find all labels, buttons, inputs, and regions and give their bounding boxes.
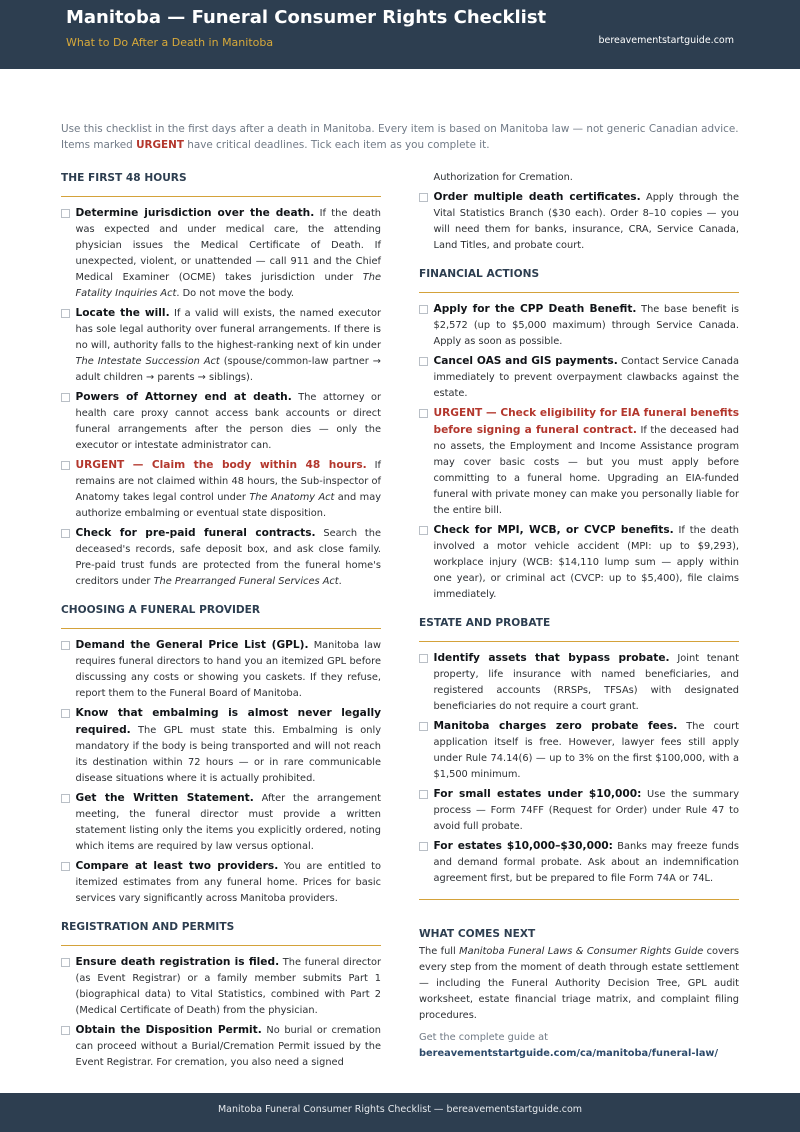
item-act-name: The Anatomy Act: [249, 492, 335, 503]
checklist-item-urgent: [419, 405, 739, 519]
checklist-item-urgent: [61, 457, 381, 522]
item-lead: Know that embalming is almost never legally required.: [75, 707, 381, 736]
checkbox[interactable]: [61, 461, 70, 470]
checklist-item: [419, 786, 739, 835]
intro-paragraph: [61, 121, 741, 153]
checklist-item: [419, 718, 739, 783]
item-body: Use the summary process — Form 74FF (Request for Order) under Rule 47 to avoid full probate.: [433, 789, 739, 832]
item-lead: Check for pre-paid funeral contracts.: [75, 527, 316, 539]
item-lead: Obtain the Disposition Permit.: [75, 1024, 262, 1036]
checklist-item: [61, 205, 381, 302]
item-lead: For small estates under $10,000:: [433, 788, 642, 800]
item-lead: Get the Written Statement.: [75, 792, 254, 804]
item-lead: Powers of Attorney end at death.: [75, 391, 292, 403]
item-lead: Compare at least two providers.: [75, 860, 279, 872]
checklist-item: [419, 650, 739, 715]
next-section-title: WHAT COMES NEXT: [419, 928, 536, 940]
section-divider: [419, 899, 739, 900]
checklist-item: [61, 858, 381, 907]
item-act-name: The Prearranged Funeral Services Act: [153, 576, 339, 587]
page-title: Manitoba — Funeral Consumer Rights Checklist: [66, 7, 547, 28]
item-lead: Demand the General Price List (GPL).: [75, 639, 309, 651]
checklist-item: [61, 790, 381, 855]
section-title-first-48: THE FIRST 48 HOURS: [61, 172, 381, 197]
page-subtitle: What to Do After a Death in Manitoba: [66, 36, 274, 49]
right-column: [419, 170, 739, 1062]
checkbox[interactable]: [61, 393, 70, 402]
item-lead: Ensure death registration is filed.: [75, 956, 280, 968]
checkbox[interactable]: [419, 409, 428, 418]
checkbox[interactable]: [61, 529, 70, 538]
checkbox[interactable]: [419, 654, 428, 663]
checklist-item: [61, 1022, 381, 1071]
section-title-estate: ESTATE AND PROBATE: [419, 617, 739, 642]
next-section-body: [419, 944, 739, 1024]
item-body: If the death involved a motor vehicle accident (MPI: up to $9,293), workplace injury (WCB: $14,110 lump sum — apply within one year), or criminal act (CVCP: up to $5,400), file claims immediately.: [433, 525, 739, 600]
item-lead: Locate the will.: [75, 307, 170, 319]
checklist-item: [61, 954, 381, 1019]
checklist-item: [61, 705, 381, 787]
cta-link[interactable]: bereavementstartguide.com/ca/manitoba/funeral-law/: [419, 1048, 719, 1059]
item-body: Contact Service Canada immediately to prevent overpayment clawbacks against the estate.: [433, 356, 739, 399]
section-title-provider: CHOOSING A FUNERAL PROVIDER: [61, 604, 381, 629]
checklist-item: [419, 838, 739, 887]
checkbox[interactable]: [419, 790, 428, 799]
next-body-after: covers every step from the moment of death through estate settlement — including the Funeral Authority Decision Tree, GPL audit worksheet, estate financial triage matrix, and complaint filing procedures.: [419, 946, 739, 1021]
checkbox[interactable]: [61, 309, 70, 318]
checkbox[interactable]: [61, 958, 70, 967]
checklist-item: [61, 305, 381, 386]
item-body: Banks may freeze funds and demand formal probate. Ask about an indemnification agreement first, but be prepared to file Form 74A or 74L.: [433, 841, 739, 884]
section-title-registration: REGISTRATION AND PERMITS: [61, 921, 381, 946]
item-body: You are entitled to itemized estimates from any funeral home. Prices for basic services vary significantly across Manitoba providers.: [75, 861, 381, 904]
item-tail: .: [338, 576, 342, 587]
item-body: The funeral director (as Event Registrar) or a family member submits Part 1 (biographical data) to Vital Statistics, combined with Part 2 (Medical Certificate of Death) from the physician.: [75, 957, 381, 1016]
checkbox[interactable]: [419, 193, 428, 202]
item-lead: For estates $10,000–$30,000:: [433, 840, 613, 852]
checklist-item: [419, 353, 739, 402]
item-body: No burial or cremation can proceed without a Burial/Cremation Permit issued by the Event Registrar. For cremation, you also need a signed: [75, 1025, 381, 1068]
item-body: The court application itself is free. However, lawyer fees still apply under Rule 74.14(6) — up to 3% on the first $100,000, with a $1,500 minimum.: [433, 721, 739, 780]
item-tail: (spouse/common-law partner → adult children → parents → siblings).: [75, 356, 381, 383]
item-body: Search the deceased's records, safe deposit box, and ask close family. Pre-paid trust funds are protected from the funeral home's creditors under: [75, 528, 381, 587]
checklist-item: [61, 637, 381, 702]
checklist-item: [419, 522, 739, 603]
item-lead: Apply for the CPP Death Benefit.: [433, 303, 637, 315]
item-lead: Manitoba charges zero probate fees.: [433, 720, 678, 732]
item-body: If remains are not claimed within 48 hours, the Sub-inspector of Anatomy takes legal control under: [75, 460, 381, 503]
checkbox[interactable]: [61, 209, 70, 218]
checkbox[interactable]: [61, 1026, 70, 1035]
item-lead: Determine jurisdiction over the death.: [75, 207, 315, 219]
intro-text-before: Use this checklist in the first days after a death in Manitoba. Every item is based on Manitoba law — not generic Canadian advice. Items marked: [61, 123, 739, 151]
item-lead: Cancel OAS and GIS payments.: [433, 355, 618, 367]
intro-urgent-highlight: URGENT: [136, 139, 184, 151]
item-act-name: The Intestate Succession Act: [75, 356, 220, 367]
item-lead: Order multiple death certificates.: [433, 191, 641, 203]
item-continuation: Authorization for Cremation.: [433, 172, 573, 183]
section-title-financial: FINANCIAL ACTIONS: [419, 268, 739, 293]
item-tail: and may authorize embalming or eventual state disposition.: [75, 492, 381, 519]
item-tail: . Do not move the body.: [176, 288, 295, 299]
left-column: [61, 170, 381, 1074]
checkbox[interactable]: [61, 794, 70, 803]
header-site-link[interactable]: bereavementstartguide.com: [598, 35, 734, 46]
item-body: If the deceased had no assets, the Employment and Income Assistance program may cover basic costs — but you must apply before committing to a funeral home. Upgrading an EIA-funded funeral with private money can make you personally liable for the entire bill.: [433, 425, 739, 516]
item-body: The GPL must state this. Embalming is only mandatory if the body is being transported and will not reach its destination within 72 hours — or in rare communicable disease situations where it is actually prohibited.: [75, 725, 381, 784]
item-body: Manitoba law requires funeral directors to hand you an itemized GPL before discussing any costs or showing you caskets. If they refuse, report them to the Funeral Board of Manitoba.: [75, 640, 382, 699]
footer-text: Manitoba Funeral Consumer Rights Checklist — bereavementstartguide.com: [217, 1104, 583, 1115]
checkbox[interactable]: [419, 722, 428, 731]
checklist-item: [419, 301, 739, 350]
item-lead: Identify assets that bypass probate.: [433, 652, 670, 664]
item-body: After the arrangement meeting, the funeral director must provide a written statement listing only the items you explicitly ordered, noting which items are required by law versus optional.: [75, 793, 381, 852]
item-lead-urgent: URGENT — Check eligibility for EIA funeral benefits before signing a funeral contract.: [433, 407, 739, 436]
item-act-name: The Fatality Inquiries Act: [75, 272, 381, 299]
item-body: Joint tenant property, life insurance with named beneficiaries, and registered accounts (RRSPs, TFSAs) with designated beneficiaries do not require a court grant.: [433, 653, 739, 712]
next-body-before: The full: [419, 946, 460, 957]
intro-text-after: have critical deadlines. Tick each item as you complete it.: [183, 139, 490, 151]
item-body: Apply through the Vital Statistics Branch ($30 each). Order 8–10 copies — you will need them for banks, insurance, CRA, Service Canada, Land Titles, and probate court.: [433, 192, 739, 251]
checkbox[interactable]: [419, 305, 428, 314]
checkbox[interactable]: [61, 641, 70, 650]
checkbox[interactable]: [419, 526, 428, 535]
item-body: The attorney or health care proxy cannot access bank accounts or direct funeral arrangements after the person dies — only the executor or intestate administrator can.: [75, 392, 381, 451]
cta-label: Get the complete guide at: [419, 1032, 548, 1043]
checkbox[interactable]: [61, 709, 70, 718]
page-footer: [0, 1093, 800, 1132]
checklist-item: [61, 389, 381, 454]
checkbox[interactable]: [61, 862, 70, 871]
item-lead: Check for MPI, WCB, or CVCP benefits.: [433, 524, 674, 536]
checkbox[interactable]: [419, 357, 428, 366]
checklist-item: [61, 525, 381, 590]
item-body: If a valid will exists, the named executor has sole legal authority over funeral arrangements. If there is no will, authority falls to the highest-ranking next of kin under: [75, 308, 381, 351]
item-body: The base benefit is $2,572 (up to $5,000 maximum) through Service Canada. Apply as soon as possible.: [433, 304, 739, 347]
page-header: [0, 0, 800, 69]
checkbox[interactable]: [419, 842, 428, 851]
item-lead-urgent: URGENT — Claim the body within 48 hours.: [75, 459, 367, 471]
item-body: If the death was expected and under medical care, the attending physician issues the Medical Certificate of Death. If unexpected, violent, or unattended — call 911 and the Chief Medical Examiner (OCME) takes jurisdiction under: [75, 208, 381, 283]
checklist-item: [419, 189, 739, 254]
guide-title: Manitoba Funeral Laws & Consumer Rights Guide: [459, 946, 704, 957]
